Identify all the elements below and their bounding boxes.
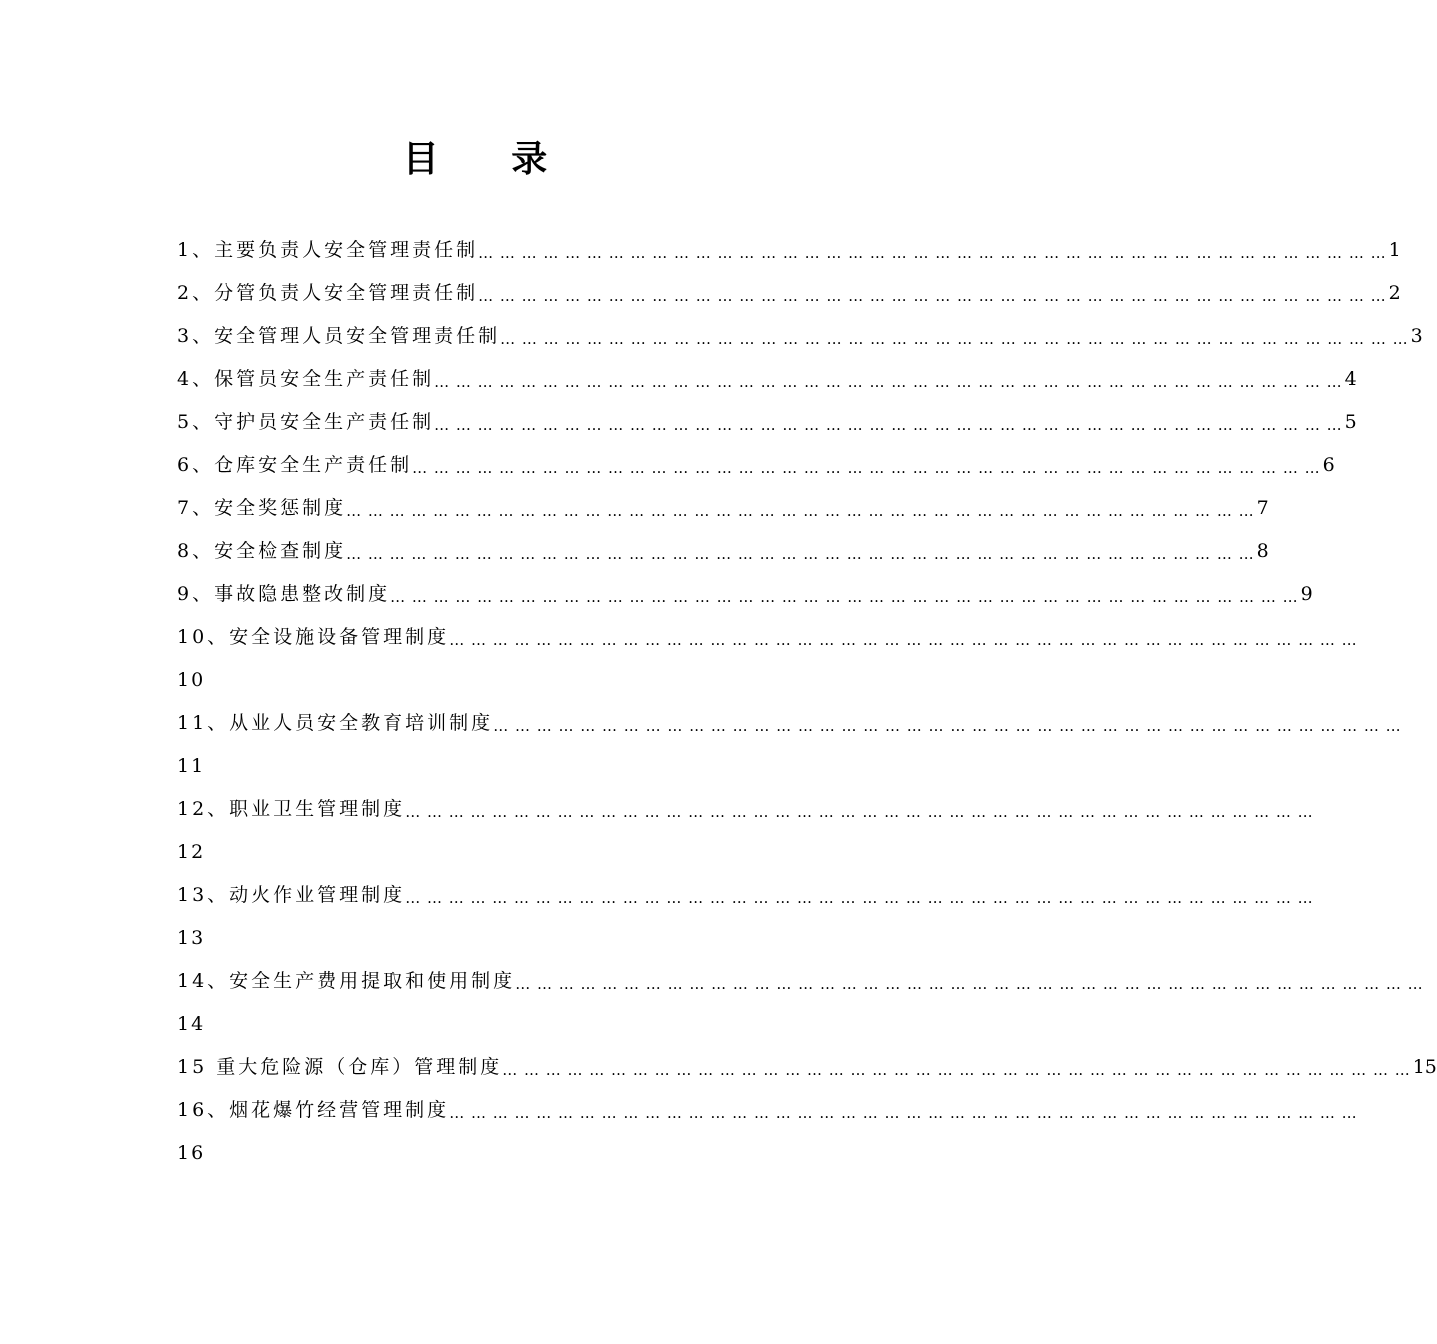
toc-entry[interactable] xyxy=(177,874,1314,917)
toc-entry[interactable] xyxy=(177,1046,1437,1089)
toc-leader-dots: … … … … … … … … … … … … … … … … … … … … … … … … … … … … … … … … … … … … … … … … … … xyxy=(346,501,1255,520)
toc-leader-dots: … … … … … … … … … … … … … … … … … … … … … … … … … … … … … … … … … … … … … … … … … … xyxy=(412,458,1321,477)
table-of-contents xyxy=(177,229,1437,1175)
toc-page-number: 6 xyxy=(1322,454,1335,476)
toc-title: 目 录 xyxy=(402,138,578,180)
toc-entry-label: 4、保管员安全生产责任制 xyxy=(177,368,435,390)
toc-entry[interactable] xyxy=(177,487,1269,530)
toc-entry-label: 8、安全检查制度 xyxy=(177,540,347,562)
toc-entry[interactable] xyxy=(177,444,1335,487)
toc-entry[interactable] xyxy=(177,788,1314,831)
toc-entry-label: 16、烟花爆竹经营管理制度 xyxy=(177,1099,450,1121)
toc-leader-dots: … … … … … … … … … … … … … … … … … … … … … … … … … … … … … … … … … … … … … … … … … … xyxy=(346,544,1255,563)
toc-page-number: 1 xyxy=(1388,239,1401,261)
toc-page-number: 12 xyxy=(177,841,206,863)
toc-leader-dots: … … … … … … … … … … … … … … … … … … … … … … … … … … … … … … … … … … … … … … … … … … xyxy=(449,1103,1358,1122)
toc-page-number: 5 xyxy=(1344,411,1357,433)
toc-entry[interactable] xyxy=(177,702,1402,745)
toc-leader-dots: … … … … … … … … … … … … … … … … … … … … … … … … … … … … … … … … … … … … … … … … … … xyxy=(390,587,1299,606)
toc-entry[interactable] xyxy=(177,315,1423,358)
toc-leader-dots: … … … … … … … … … … … … … … … … … … … … … … … … … … … … … … … … … … … … … … … … … … xyxy=(478,243,1387,262)
toc-entry[interactable] xyxy=(177,401,1357,444)
toc-entry-label: 12、职业卫生管理制度 xyxy=(177,798,406,820)
toc-page-number: 10 xyxy=(177,669,206,691)
toc-leader-dots: … … … … … … … … … … … … … … … … … … … … … … … … … … … … … … … … … … … … … … … … … … xyxy=(500,329,1409,348)
toc-entry-label: 9、事故隐患整改制度 xyxy=(177,583,391,605)
toc-page-number: 7 xyxy=(1256,497,1269,519)
toc-entry-label: 15 重大危险源（仓库）管理制度 xyxy=(177,1056,503,1078)
toc-leader-dots: … … … … … … … … … … … … … … … … … … … … … … … … … … … … … … … … … … … … … … … … … … xyxy=(449,630,1358,649)
toc-page-number: 15 xyxy=(1412,1056,1437,1078)
toc-entry-label: 14、安全生产费用提取和使用制度 xyxy=(177,970,516,992)
toc-page-number: 16 xyxy=(177,1142,206,1164)
toc-entry[interactable] xyxy=(177,573,1313,616)
toc-page-number: 3 xyxy=(1410,325,1423,347)
toc-entry-label: 5、守护员安全生产责任制 xyxy=(177,411,435,433)
toc-leader-dots: … … … … … … … … … … … … … … … … … … … … … … … … … … … … … … … … … … … … … … … … … … xyxy=(405,802,1314,821)
toc-page-number: 13 xyxy=(177,927,206,949)
toc-entry[interactable] xyxy=(177,272,1401,315)
toc-page-number: 14 xyxy=(177,1013,206,1035)
toc-leader-dots: … … … … … … … … … … … … … … … … … … … … … … … … … … … … … … … … … … … … … … … … … … xyxy=(434,415,1343,434)
toc-page-number: 2 xyxy=(1388,282,1401,304)
toc-leader-dots: … … … … … … … … … … … … … … … … … … … … … … … … … … … … … … … … … … … … … … … … … … xyxy=(478,286,1387,305)
toc-entry-label: 10、安全设施设备管理制度 xyxy=(177,626,450,648)
toc-entry[interactable] xyxy=(177,960,1424,1003)
toc-entry[interactable] xyxy=(177,358,1357,401)
toc-entry-label: 2、分管负责人安全管理责任制 xyxy=(177,282,479,304)
toc-leader-dots: … … … … … … … … … … … … … … … … … … … … … … … … … … … … … … … … … … … … … … … … … … xyxy=(493,716,1402,735)
toc-page-number: 8 xyxy=(1256,540,1269,562)
toc-entry[interactable] xyxy=(177,1089,1358,1132)
toc-leader-dots: … … … … … … … … … … … … … … … … … … … … … … … … … … … … … … … … … … … … … … … … … … xyxy=(405,888,1314,907)
toc-entry[interactable] xyxy=(177,616,1358,659)
toc-page-number: 4 xyxy=(1344,368,1357,390)
toc-entry[interactable] xyxy=(177,229,1401,272)
toc-entry-label: 1、主要负责人安全管理责任制 xyxy=(177,239,479,261)
toc-entry-label: 11、从业人员安全教育培训制度 xyxy=(177,712,494,734)
toc-entry-label: 6、仓库安全生产责任制 xyxy=(177,454,413,476)
toc-entry-label: 7、安全奖惩制度 xyxy=(177,497,347,519)
toc-page-number: 11 xyxy=(177,755,206,777)
toc-leader-dots: … … … … … … … … … … … … … … … … … … … … … … … … … … … … … … … … … … … … … … … … … … xyxy=(434,372,1343,391)
toc-entry-label: 13、动火作业管理制度 xyxy=(177,884,406,906)
toc-entry-label: 3、安全管理人员安全管理责任制 xyxy=(177,325,501,347)
toc-page-number: 9 xyxy=(1300,583,1313,605)
toc-leader-dots: … … … … … … … … … … … … … … … … … … … … … … … … … … … … … … … … … … … … … … … … … … xyxy=(502,1060,1411,1079)
toc-entry[interactable] xyxy=(177,530,1269,573)
toc-leader-dots: … … … … … … … … … … … … … … … … … … … … … … … … … … … … … … … … … … … … … … … … … … xyxy=(515,974,1424,993)
